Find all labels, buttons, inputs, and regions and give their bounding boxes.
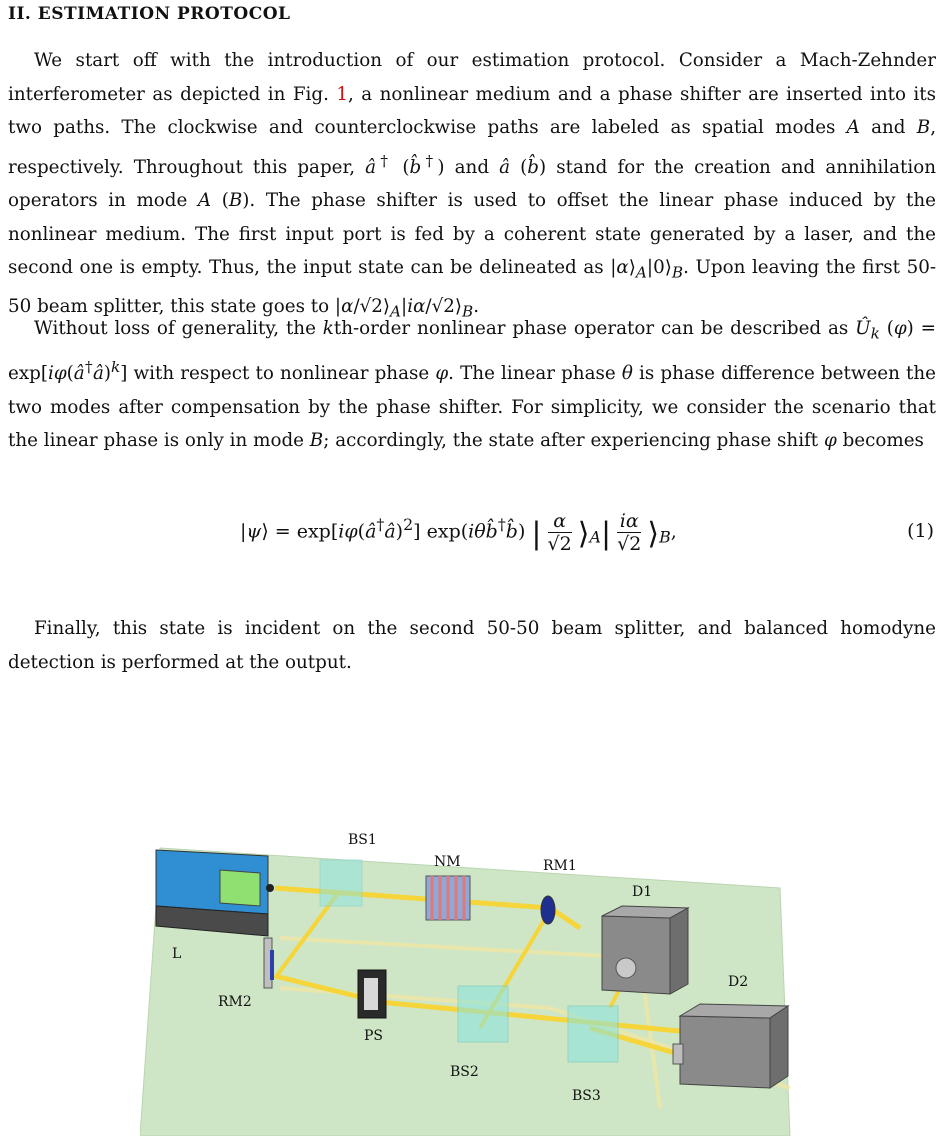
setup-illustration — [140, 818, 810, 1136]
label-bs3: BS3 — [572, 1088, 601, 1104]
detector-d2 — [673, 1004, 788, 1088]
figure-reference[interactable]: 1 — [336, 83, 348, 105]
paragraph-2: Without loss of generality, the kth-order nonlinear phase operator can be described as $Û_k$ (φ) = exp[iφ(â†â)$^k$] with respect to nonlinear phase φ. The linear phase θ is phase difference between the two modes after compensation by the phase shifter. For simplicity, we consider the scenario that the linear phase is only in mode B; accordingly, the state after experiencing phase shift φ becomes — [8, 318, 936, 452]
mirror-rm2-face — [270, 950, 274, 980]
equation-1 — [240, 500, 940, 570]
equation-number: (1) — [907, 520, 934, 542]
label-bs1: BS1 — [348, 832, 377, 848]
label-rm1: RM1 — [543, 858, 577, 874]
paragraph-1: We start off with the introduction of our estimation protocol. Consider a Mach-Zehnder interferometer as depicted in Fig. 1, a nonlinear medium and a phase shifter are inserted into its two paths. The clockwise and counterclockwise paths are labeled as spatial modes A and B, respectively. Throughout this paper, â† (b̂†) and â (b̂) stand for the creation and annihilation operators in mode A (B). The phase shifter is used to offset the linear phase induced by the nonlinear medium. The first input port is fed by a coherent state generated by a laser, and the second one is empty. Thus, the input state can be delineated as $|\alpha⟩_A|0⟩_B$. Upon leaving the first 50-50 beam splitter, this state goes to $|\alpha/√2⟩_A|i\alpha/√2⟩_B$. — [8, 50, 937, 321]
laser-screen — [220, 870, 260, 906]
figure-1-setup — [140, 818, 810, 1136]
nonlinear-medium — [426, 876, 470, 920]
mirror-rm1 — [541, 896, 555, 924]
laser-source — [156, 850, 274, 936]
beamsplitter-3 — [568, 1006, 618, 1062]
label-rm2: RM2 — [218, 994, 252, 1010]
label-d1: D1 — [632, 884, 653, 900]
label-nm: NM — [434, 854, 461, 870]
label-bs2: BS2 — [450, 1064, 479, 1080]
phase-shifter — [358, 970, 386, 1018]
equation-body: |ψ⟩ = exp[iφ(â†â)$^2$] exp(iθb̂†b̂) | $\frac{\alpha}{√2}$ $⟩_A|$ $\frac{i\alpha}{√2}$ $⟩_B$, — [240, 510, 677, 555]
detector-d1 — [602, 906, 688, 994]
paragraph-3: Finally, this state is incident on the second 50-50 beam splitter, and balanced homodyne detection is performed at the output. — [8, 618, 936, 673]
label-laser: L — [172, 946, 182, 962]
label-ps: PS — [364, 1028, 384, 1044]
section-heading: II. ESTIMATION PROTOCOL — [8, 4, 291, 24]
beamsplitter-2 — [458, 986, 508, 1042]
label-d2: D2 — [728, 974, 749, 990]
beamsplitter-1 — [320, 860, 362, 906]
